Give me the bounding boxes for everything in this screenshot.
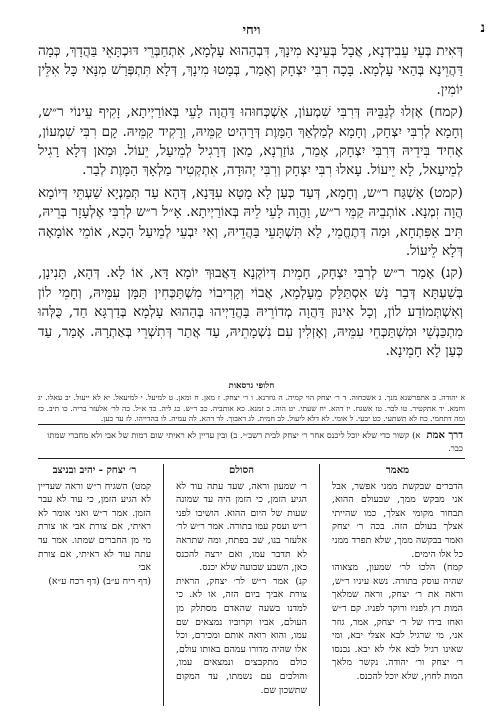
column-paragraph: קנ) אמר ר״ש לר׳ יצחק, הראית צורת אביך ביום הזה, או לא. כי למדנו בשעה שהאדם מסתלק מן העולם, אביו וקרוביו נמצאים שם עמו, והוא רואה אותם ומכירם, וכל אלו שהיה מדורו עמהם באותו עולם, כולם מתקבצים ונמצאים עמו, והולכים עם נשמתו, עד המקום שתשכון שם.: [176, 575, 307, 696]
column-heading: הסולם: [229, 465, 254, 476]
main-paragraph: (קמט) אַשְׁגַּח ר״ש, וְחָמָא, דְּעַד כְּעַן לָא מָטָא עִדָּנָא, דְּהָא עַד תְּמַנְיָא שַׁעְתֵּי דְּיוֹמָא הֲוָה זִמְנָא. אוֹתְבֵיהּ קַמֵּי ר״ש, וַהֲוָה לָעֵי לֵיהּ בְּאוֹרַיְיתָא. אָ״ל ר״ש לְרִבִּי אֶלְעָזָר בְּרֵיהּ, תִּיב אַפִּתְחָא, וּמַה דְּתֶחֱמֵי, לָא תִּשְׁתָּעֵי בַּהֲדֵיהּ, וְאִי יִבְעֵי לְמֵיעַל הָכָא, אוֹמֵי אוֹמָאָה דְּלָא לֵיעוֹל.: [38, 184, 463, 260]
column-paragraph: ר׳ שמעון וראה, שעד עתה עוד לא הגיע הזמן, כי הזמן היה עד שמונה שעות של היום ההוא. הושיבו לפני ר״ש ועסק עמו בתורה. אמר ר״ש לר׳ אלעזר בנו, שב בפתח, ומה שתראה לא תדבר עמו, ואם ירצה להכנס כאן, השבע שבועה שלא יכנס.: [176, 480, 307, 574]
running-head: ויחי: [242, 23, 261, 38]
divider: [38, 458, 465, 459]
main-aramaic-text: [38, 42, 463, 365]
commentary-column: [176, 464, 307, 697]
divider: [38, 424, 465, 425]
page-number: נ: [480, 20, 485, 36]
derekh-emet-text: א) קשור כדי שלא יוכל ליכנס אחר ר׳ יצחק לבית רשב״י. ב) ובין עדיין לא ראיתי שום דמות של אבי ולא מחברי שמתו כבר.: [47, 430, 463, 453]
derekh-emet-label: דרך אמת: [426, 430, 463, 441]
main-paragraph: (קנ) אָמַר ר״ש לְרִבִּי יִצְחָק, חָמֵית דְּיוֹקְנָא דַּאֲבוּךְ יוֹמָא דָּא, אוֹ לָא. דְּהָא, תָּנִינָן, בְּשַׁעְתָּא דְּבַר נָשׁ אִסְתַּלַּק מֵעָלְמָא, אֲבוֹי וְקָרִיבוֹי מִשְׁתַּכְּחִין תַּמָּן עִמֵּיהּ, וְחָמֵי לוֹן וְאִשְׁתְּמוֹדַע לוֹן, וְכָל אִינוּן דַּהֲוָה מְדוֹרֵיהּ בַּהֲדַיְיהוּ בְּהַהוּא עָלְמָא בְּדַרְגָּא חַד, כֻּלְּהוּ מִתְכַּנְשֵׁי וּמִשְׁתַּכְּחֵי עִמֵּיהּ, וְאָזְלִין עִם נִשְׁמָתֵיהּ, עַד אֲתַר דְּתִשְׁרֵי בְּאַתְרָהּ. אָמַר, עַד כְּעַן לָא חָמֵינָא.: [38, 265, 463, 360]
variants-text: א יהודה. ב אתפרשנא מנך. ג אשכחוה. ד ר׳ יצחק הוי קמיה. ה גוזרנא. ו ר׳ יצחק. ז מאן. ח ומאן. ט למיעל. י למיעאל. יא לא ייעול. יב עאלו. יג וחמא. יד אתקטיר. טו לבר. טז אשגח. יז דהא. יח שעתי. יט הוה. כ זמנא. כא אותביה. כב ר״ש. כג ליה. כד א״ל. כה לר׳ אלעזר בריה. כו תיב. כז ומה דתחמי. כח לא תשתעי. כט יבעי. ל אומי. לא דלא ליעול. לב חמית. לג דאבוך. לד דהא. לה עמיה. לו בהדייהו. לז עד כען.: [38, 393, 465, 424]
column-heading: ר׳ יצחק - יהיב ובניצב: [52, 465, 137, 476]
commentary-column: [38, 464, 151, 588]
variants-heading: חלופי גרסאות: [228, 381, 275, 391]
main-paragraph: (קמח) אָזְלוּ לְגַבֵּיהּ דְּרִבִּי שִׁמְעוֹן, אַשְׁכְּחוּהוּ דַּהֲוָה לָעֵי בְּאוֹרַיְיתָא, זָקִיף עֵינוֹי ר״ש, וְחָמָא לְרִבִּי יִצְחָק, וְחָמָא לְמַלְאַךְ הַמָּוֶת דְּרָהִיט קַמֵּיהּ, וְרָקִיד קַמֵּיהּ. קָם רִבִּי שִׁמְעוֹן, אָחִיד בִּידֵיהּ דְּרִבִּי יִצְחָק, אָמַר, גּוֹזַרְנָא, מַאן דְּרָגִיל לְמֵיעַל, יֵעוֹל. וּמַאן דְּלָא רָגִיל לְמֵיעַאל, לָא יֵיעוֹל. עָאלוּ רִבִּי יִצְחָק וְרִבִּי יְהוּדָה, אִתְקְטִיר מַלְאָךְ הַמָּוֶת לְבַר.: [38, 104, 463, 179]
column-divider: [319, 464, 320, 706]
commentary-columns: [38, 464, 463, 712]
column-paragraph: הדברים שבקשת ממני אפשר, אבל אני מבקש ממך, שבעולם ההוא, תבחור מקומי אצלך, כמו שהייתי אצלך בעולם הזה. בכה ר׳ יצחק ואמר בבקשה ממך, שלא תפרד ממני כל אלו הימים.: [332, 480, 463, 560]
column-divider: [163, 464, 164, 706]
commentary-column: [332, 464, 463, 684]
column-heading: מאמר: [385, 465, 410, 476]
derekh-emet: [38, 429, 463, 454]
main-paragraph: דְּאִית בְּעֵי עֵבִידְנָא, אֲבָל בְּעֵינָא מִינָךְ, דִּבְהַהוּא עָלְמָא, אִתְחַבְּרֵי דּוּכְתָּאֵי בַּהֲדָךְ, כְּמָה דַּהֲוֵינָא בְּהַאי עָלְמָא. בָּכָה רִבִּי יִצְחָק וְאָמַר, בְּמָטוּ מִינָךְ, דְּלָא תִּתְפְּרַשׁ מִנָּאי כָּל אִלֵּין יוֹמִין.: [38, 43, 463, 98]
column-paragraph: (דף ריח ע״ב) (דף רכח ע״א): [48, 575, 151, 587]
column-paragraph: קמח) הלכו לר׳ שמעון, מצאוהו שהיה עוסק בתורה. נשא עיניו ר״ש, וראה את ר׳ יצחק, וראה שמלאך המות רץ לפניו ורוקד לפניו. קם ר״ש ואחז בידו של ר׳ יצחק, אמר, גוזר אני, מי שרגיל לבא אצלי יבא, ומי שאינו רגיל לבא אלי לא יבא. נכנסו ר׳ יצחק ור׳ יהודה. נקשר מלאך המות לחוץ, שלא יוכל להכנס.: [332, 562, 463, 682]
column-paragraph: קמט) השגיח ר״ש וראה שעדיין לא הגיע הזמן, כי עוד לא עבר הזמן. אמר ר״ש ואני אומר לא ראיתי, אם צורת אבי או צורת מי מן החברים שמתו. אמר עד עתה עוד לא ראיתי, אם צורת אבי: [38, 480, 151, 574]
